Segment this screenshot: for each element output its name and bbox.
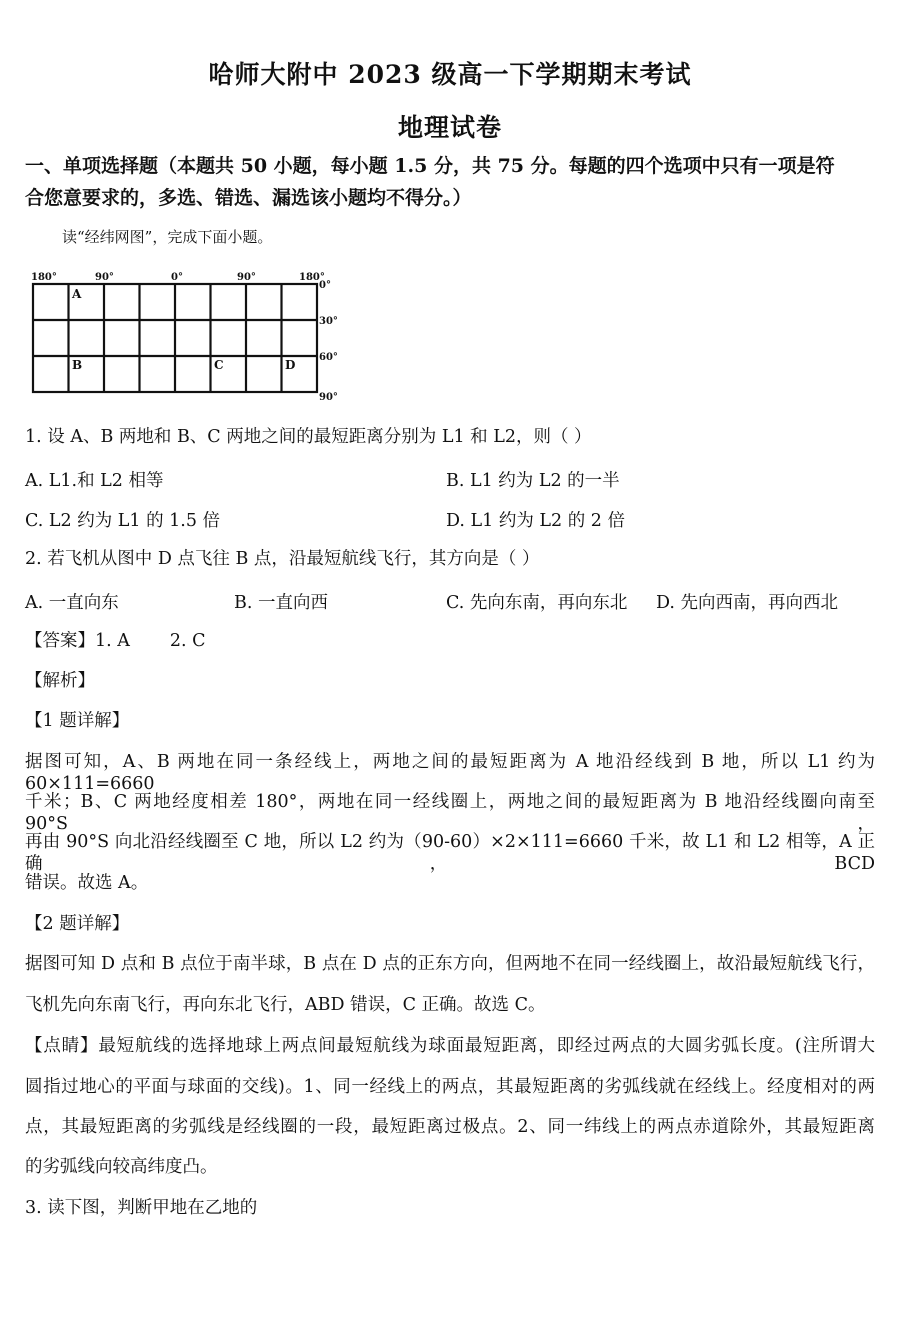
q1-option-b: B. L1 约为 L2 的一半 <box>446 471 620 491</box>
tip-text: 最短航线的选择地球上两点间最短航线为球面最短距离，即经过两点的大圆劣弧长度。(注所谓大 <box>98 1036 876 1056</box>
answer-label: 【答案】 <box>25 631 95 651</box>
lon-label-180w: 180° <box>31 272 57 283</box>
page-subtitle: 地理试卷 <box>397 113 502 142</box>
q1-option-d: D. L1 约为 L2 的 2 倍 <box>446 511 625 531</box>
detail-1-line: 千米；B、C 两地经度相差 180°，两地在同一经线圈上，两地之间的最短距离为 B 地沿经线圈向南至 90°S， <box>25 792 875 834</box>
answer-2: 2. C <box>169 631 206 651</box>
answer-line <box>25 630 875 652</box>
q2-option-c: C. 先向东南，再向东北 <box>446 593 628 613</box>
question-2-stem: 2. 若飞机从图中 D 点飞往 B 点，沿最短航线飞行，其方向是（ ） <box>25 549 540 569</box>
lon-label-180e: 180° <box>299 272 325 283</box>
tip-label: 【点睛】 <box>25 1036 99 1056</box>
detail-2-label: 【2 题详解】 <box>25 914 130 934</box>
detail-1-label: 【1 题详解】 <box>25 711 130 731</box>
lat-label-0: 0° <box>319 280 331 291</box>
point-b-label: B <box>72 358 83 372</box>
point-d-label: D <box>285 358 296 372</box>
detail-2-line: 飞机先向东南飞行，再向东北飞行，ABD 错误，C 正确。故选 C。 <box>25 995 546 1015</box>
analysis-label: 【解析】 <box>25 671 95 691</box>
question-1-stem: 1. 设 A、B 两地和 B、C 两地之间的最短距离分别为 L1 和 L2，则（ ） <box>25 427 592 447</box>
lat-label-60: 60° <box>319 352 338 363</box>
question-3-stem: 3. 读下图，判断甲地在乙地的 <box>25 1198 258 1218</box>
lon-label-90w: 90° <box>95 272 114 283</box>
detail-2-line: 据图可知 D 点和 B 点位于南半球，B 点在 D 点的正东方向，但两地不在同一经线圈上，故沿最短航线飞行， <box>25 954 875 974</box>
section-heading-line2: 合您意要求的，多选、错选、漏选该小题均不得分。） <box>25 187 472 209</box>
section-heading-line1: 一、单项选择题（本题共 50 小题，每小题 1.5 分，共 75 分。每题的四个选项中只有一项是符 <box>25 155 835 177</box>
page-title: 哈师大附中 2023 级高一下学期期末考试 <box>208 60 692 89</box>
detail-1-line: 据图可知，A、B 两地在同一条经线上，两地之间的最短距离为 A 地沿经线到 B 地，所以 L1 约为 60×111=6660 <box>25 752 875 794</box>
lat-label-30: 30° <box>319 316 338 327</box>
tip-line <box>25 1035 875 1057</box>
point-a-label: A <box>72 287 82 301</box>
q2-option-d: D. 先向西南，再向西北 <box>656 593 839 613</box>
q2-option-b: B. 一直向西 <box>234 593 328 613</box>
lon-label-0: 0° <box>171 272 183 283</box>
q1-option-c: C. L2 约为 L1 的 1.5 倍 <box>25 511 221 531</box>
lat-long-grid-figure <box>25 268 345 410</box>
point-c-label: C <box>214 358 224 372</box>
tip-line: 的劣弧线向较高纬度凸。 <box>25 1157 218 1177</box>
tip-line: 点，其最短距离的劣弧线是经线圈的一段，最短距离过极点。2、同一纬线上的两点赤道除外，其最短距离 <box>25 1117 875 1137</box>
detail-1-line: 再由 90°S 向北沿经线圈至 C 地，所以 L2 约为（90-60）×2×111=6660 千米，故 L1 和 L2 相等，A 正确，BCD <box>25 832 875 874</box>
q1-option-a: A. L1.和 L2 相等 <box>25 471 164 491</box>
q2-option-a: A. 一直向东 <box>25 593 119 613</box>
tip-line: 圆指过地心的平面与球面的交线)。1、同一经线上的两点，其最短距离的劣弧线就在经线上。经度相对的两 <box>25 1077 875 1097</box>
detail-1-line: 错误。故选 A。 <box>25 873 149 893</box>
figure-intro: 读“经纬网图”，完成下面小题。 <box>62 228 273 246</box>
lon-label-90e: 90° <box>237 272 256 283</box>
answer-1: 1. A <box>95 631 130 651</box>
lat-label-90: 90° <box>319 392 338 403</box>
